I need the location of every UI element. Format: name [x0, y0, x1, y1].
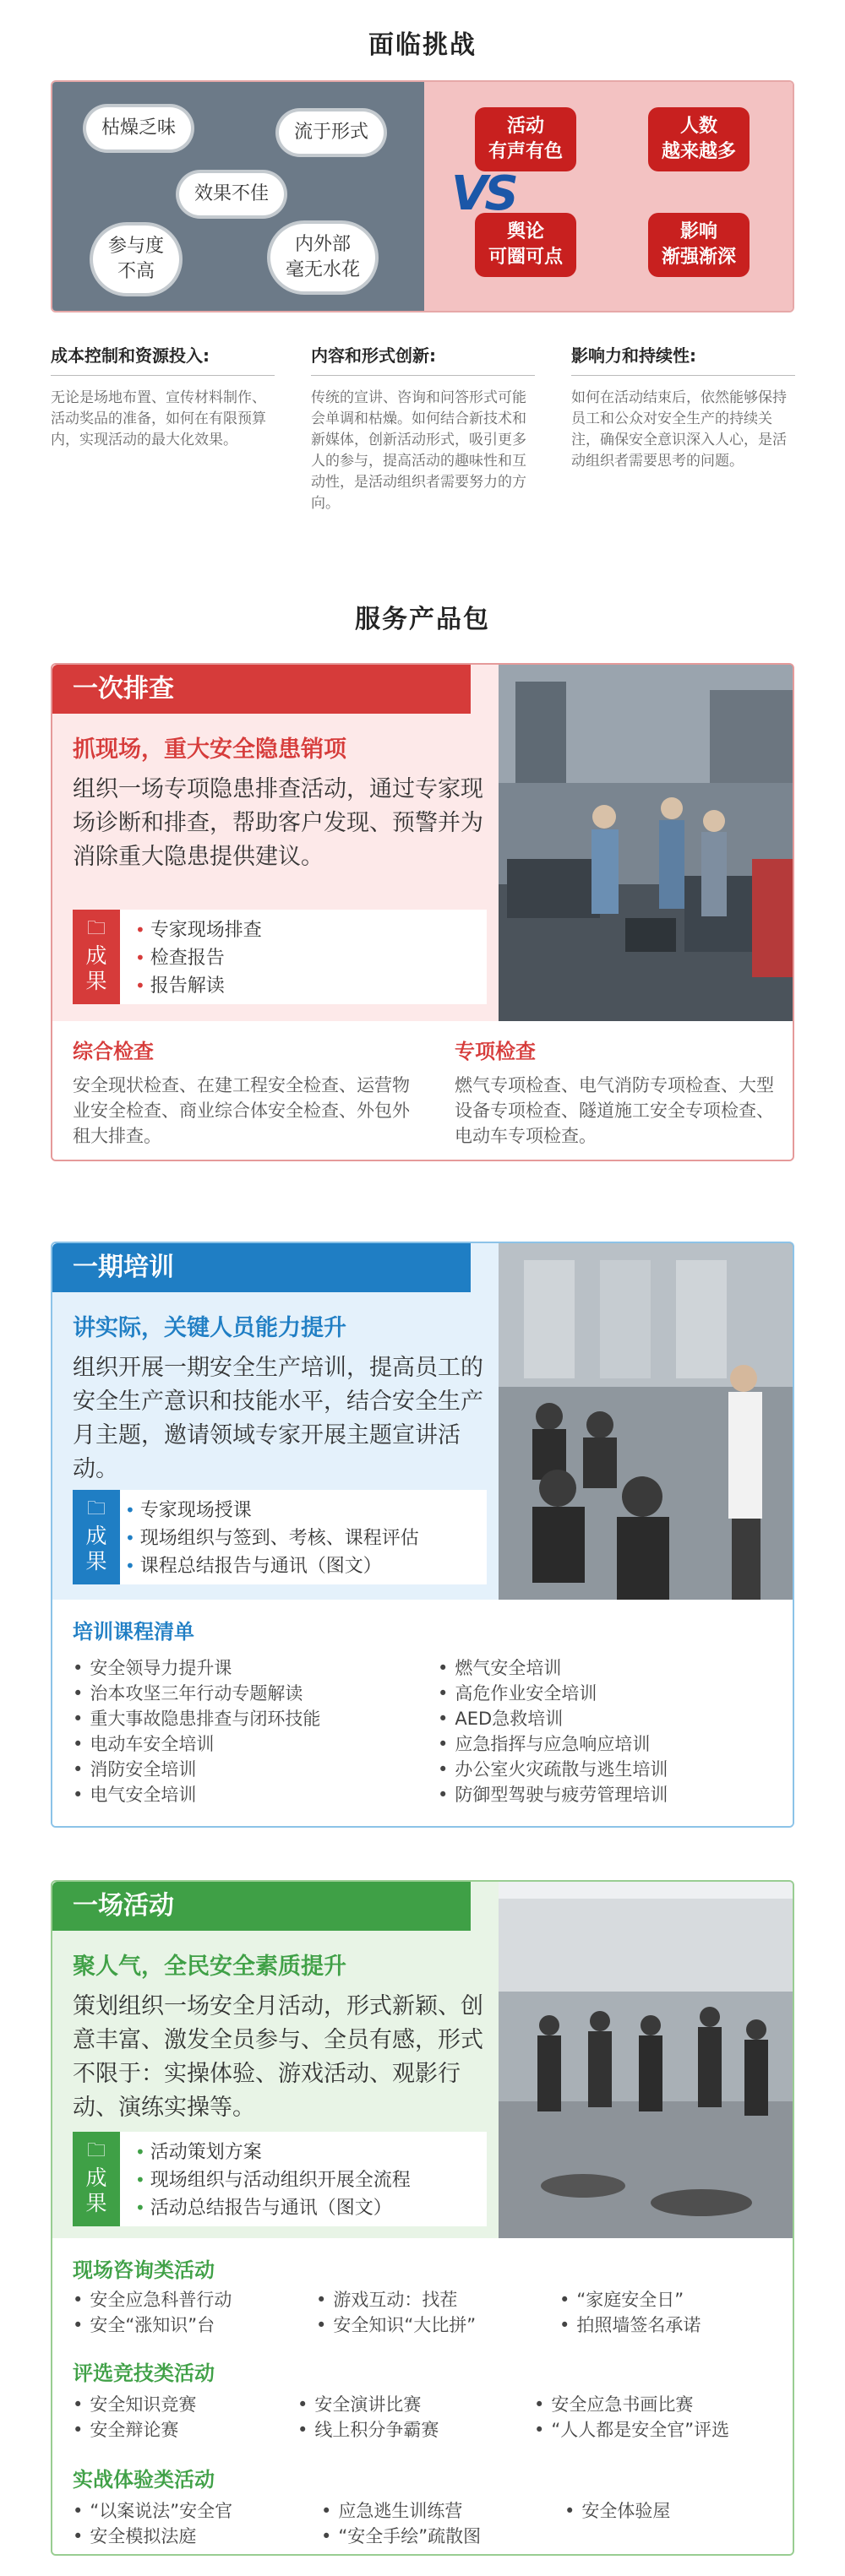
extra-left-text: 安全现状检查、在建工程安全检查、运营物业安全检查、商业综合体安全检查、外包外租大排查。: [73, 1075, 410, 1146]
activity-group-col: [564, 2498, 776, 2524]
results-badge-label: 成 果: [85, 943, 107, 993]
card-subtitle: 讲实际，关键人员能力提升: [73, 1315, 346, 1341]
activity-group-col: [559, 2287, 779, 2338]
course-list-right: [438, 1655, 776, 1807]
results-badge-label: 成 果: [85, 2166, 107, 2215]
card-tab: 一场活动: [52, 1882, 471, 1931]
activity-group-title: 现场咨询类活动: [73, 2258, 215, 2282]
card-results: [73, 1490, 487, 1584]
card-tab: 一次排查: [52, 665, 471, 714]
cloud-bubble: 内外部 毫无水花: [270, 224, 375, 291]
challenge-text: 如何在活动结束后，依然能够保持员工和公众对安全生产的持续关注，确保安全意识深入人心，是活动组织者需要思考的问题。: [571, 389, 787, 470]
folder-icon: 🗀: [86, 2140, 106, 2161]
card-description: 策划组织一场安全月活动，形式新颖、创意丰富、激发全员参与、全员有感，形式不限于：实操体验、游戏活动、观影行动、演练实操等。: [73, 1993, 483, 2121]
activity-group-col: [321, 2498, 558, 2549]
course-item: • 重大事故隐患排查与闭环技能: [73, 1706, 428, 1731]
result-item: • 检查报告: [135, 948, 225, 969]
extra-right-title: 专项检查: [455, 1040, 536, 1063]
results-badge: [73, 1490, 120, 1584]
activity-item: • 安全应急书画比赛: [534, 2392, 788, 2417]
activity-item: • 安全模拟法庭: [73, 2524, 318, 2549]
course-item: • 应急指挥与应急响应培训: [438, 1731, 776, 1757]
activity-item: • 应急逃生训练营: [321, 2498, 558, 2524]
result-item: • 报告解读: [135, 976, 225, 997]
results-badge: [73, 910, 120, 1004]
goal-tag: 影响 渐强渐深: [648, 213, 750, 277]
card-description: 组织开展一期安全生产培训，提高员工的安全生产意识和技能水平，结合安全生产月主题，邀请领域专家开展主题宣讲活动。: [73, 1355, 483, 1482]
course-list-left: [73, 1655, 428, 1807]
result-item: • 活动策划方案: [135, 2142, 262, 2163]
card-results: [73, 2132, 487, 2226]
challenge-text: 传统的宣讲、咨询和问答形式可能会单调和枯燥。如何结合新技术和新媒体，创新活动形式，吸引更多人的参与，提高活动的趣味性和互动性，是活动组织者需要努力的方向。: [311, 389, 526, 512]
course-list-title: 培训课程清单: [73, 1620, 194, 1644]
training-photo: [499, 1243, 793, 1600]
activity-group-title: 实战体验类活动: [73, 2468, 215, 2492]
service-card-activity: [51, 1880, 794, 2556]
activity-groups: [52, 2238, 794, 2556]
card-subtitle: 聚人气，全民安全素质提升: [73, 1954, 346, 1980]
course-item: • 电气安全培训: [73, 1782, 428, 1807]
activity-item: • “家庭安全日”: [559, 2287, 779, 2312]
course-item: • 办公室火灾疏散与逃生培训: [438, 1757, 776, 1782]
activity-item: • “安全手绘”疏散图: [321, 2524, 558, 2549]
folder-icon: 🗀: [86, 918, 106, 939]
result-item: • 活动总结报告与通讯（图文）: [135, 2198, 392, 2219]
activity-item: • 安全知识“大比拼”: [316, 2312, 553, 2338]
vs-label: VS: [451, 166, 515, 221]
card-subtitle: 抓现场，重大安全隐患销项: [73, 736, 346, 763]
course-item: • 电动车安全培训: [73, 1731, 428, 1757]
course-item: • 治本攻坚三年行动专题解读: [73, 1681, 428, 1706]
challenge-text: 无论是场地布置、宣传材料制作、活动奖品的准备，如何在有限预算内，实现活动的最大化效果。: [51, 389, 266, 448]
training-course-list: [52, 1600, 794, 1828]
course-item: • 安全领导力提升课: [73, 1655, 428, 1681]
banner-problems-panel: [52, 82, 424, 311]
activity-item: • 游戏互动：找茬: [316, 2287, 553, 2312]
activity-group-col: [73, 2287, 309, 2338]
activity-group-col: [297, 2392, 534, 2443]
challenge-column: [311, 342, 535, 514]
goal-tag: 人数 越来越多: [648, 107, 750, 171]
results-badge-label: 成 果: [85, 1524, 107, 1573]
activity-item: • 安全辩论赛: [73, 2417, 292, 2443]
activity-item: • 安全“涨知识”台: [73, 2312, 309, 2338]
challenge-heading: 内容和形式创新:: [311, 342, 535, 376]
cloud-bubble: 流于形式: [279, 111, 384, 154]
card-tab: 一期培训: [52, 1243, 471, 1292]
activity-group-col: [73, 2498, 318, 2549]
challenge-column: [51, 342, 275, 451]
inspection-photo: [499, 665, 793, 1021]
activity-item: • 安全演讲比赛: [297, 2392, 534, 2417]
activity-photo: [499, 1882, 793, 2238]
challenge-column: [571, 342, 795, 472]
cloud-bubble: 参与度 不高: [93, 226, 179, 293]
course-item: • 燃气安全培训: [438, 1655, 776, 1681]
activity-item: • 线上积分争霸赛: [297, 2417, 534, 2443]
activity-item: • 拍照墙签名承诺: [559, 2312, 779, 2338]
challenge-heading: 成本控制和资源投入:: [51, 342, 275, 376]
course-item: • AED急救培训: [438, 1706, 776, 1731]
activity-group-col: [534, 2392, 788, 2443]
service-card-inspection: [51, 663, 794, 1161]
activity-item: • 安全知识竞赛: [73, 2392, 292, 2417]
course-item: • 防御型驾驶与疲劳管理培训: [438, 1782, 776, 1807]
extra-left-title: 综合检查: [73, 1040, 154, 1063]
activity-group-col: [316, 2287, 553, 2338]
result-item: • 现场组织与签到、考核、课程评估: [125, 1528, 419, 1549]
cloud-bubble: 枯燥乏味: [86, 107, 191, 149]
course-item: • 高危作业安全培训: [438, 1681, 776, 1706]
card-results: [73, 910, 487, 1004]
activity-group-col: [73, 2392, 292, 2443]
extra-right-text: 燃气专项检查、电气消防专项检查、大型设备专项检查、隧道施工安全专项检查、电动车专项检查。: [455, 1075, 774, 1146]
activity-item: • “人人都是安全官”评选: [534, 2417, 788, 2443]
challenges-title: 面临挑战: [368, 30, 477, 60]
activity-item: • 安全体验屋: [564, 2498, 776, 2524]
goal-tag: 活动 有声有色: [475, 107, 576, 171]
challenge-heading: 影响力和持续性:: [571, 342, 795, 376]
activity-group-title: 评选竞技类活动: [73, 2361, 215, 2385]
results-badge: [73, 2132, 120, 2226]
goal-tag: 舆论 可圈可点: [475, 213, 576, 277]
activity-item: • “以案说法”安全官: [73, 2498, 318, 2524]
services-title: 服务产品包: [355, 605, 490, 634]
result-item: • 现场组织与活动组织开展全流程: [135, 2170, 411, 2191]
cloud-bubble: 效果不佳: [179, 173, 284, 215]
course-item: • 消防安全培训: [73, 1757, 428, 1782]
card-extra: [52, 1021, 794, 1161]
result-item: • 专家现场授课: [125, 1500, 252, 1521]
activity-item: • 安全应急科普行动: [73, 2287, 309, 2312]
folder-icon: 🗀: [86, 1498, 106, 1519]
service-card-training: [51, 1242, 794, 1828]
result-item: • 课程总结报告与通讯（图文）: [125, 1556, 382, 1577]
card-description: 组织一场专项隐患排查活动，通过专家现场诊断和排查，帮助客户发现、预警并为消除重大隐患提供建议。: [73, 776, 483, 870]
result-item: • 专家现场排查: [135, 920, 262, 941]
challenge-banner: [51, 80, 794, 312]
